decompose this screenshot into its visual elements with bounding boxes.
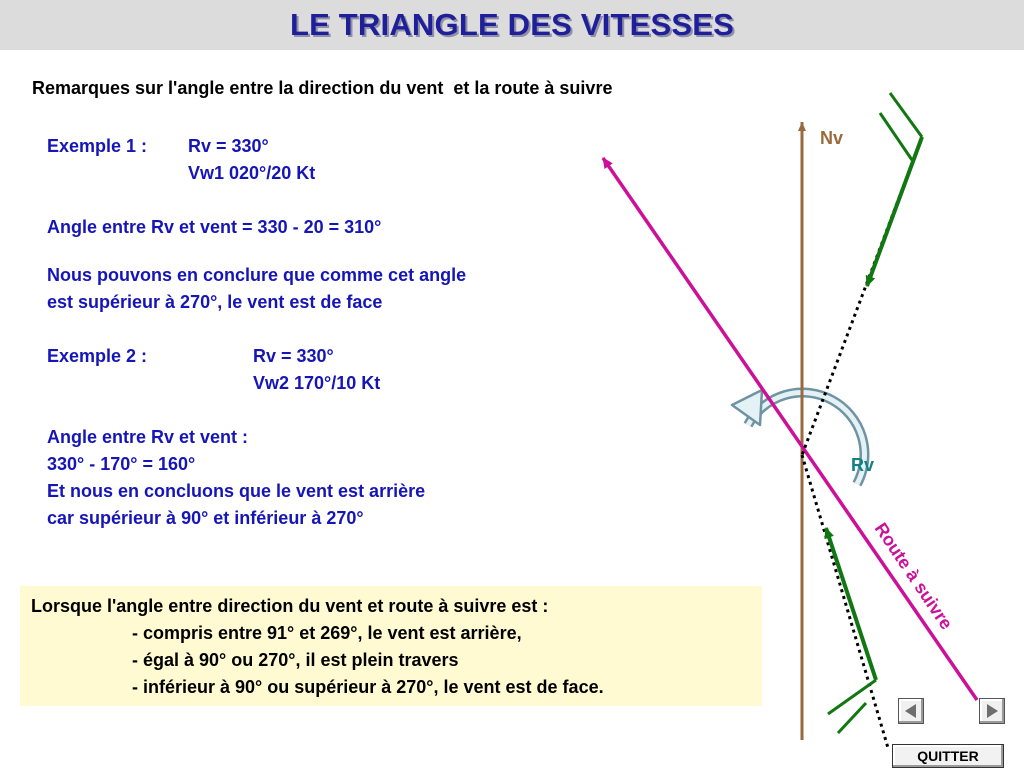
quit-button[interactable] [892,744,1004,768]
subtitle: Remarques sur l'angle entre la direction du vent et la route à suivre [32,78,613,98]
quit-button-label: QUITTER [917,748,979,764]
route-label: Route à suivre [870,519,957,634]
summary-intro: Lorsque l'angle entre direction du vent et route à suivre est : [31,596,549,616]
example1-angle: Angle entre Rv et vent = 330 - 20 = 310° [47,217,382,237]
example2-conclusion-line2: car supérieur à 90° et inférieur à 270° [47,508,364,528]
summary-item-3: - inférieur à 90° ou supérieur à 270°, le vent est de face. [132,677,604,697]
previous-button[interactable] [898,698,924,724]
triangle-left-icon [899,699,923,723]
example2-angle-line1: Angle entre Rv et vent : [47,427,249,447]
example2-wind: Vw2 170°/10 Kt [253,373,381,393]
example2-conclusion-line1: Et nous en concluons que le vent est arrière [47,481,426,501]
example1-wind: Vw1 020°/20 Kt [188,163,316,183]
route-line [603,158,977,700]
summary-item-1: - compris entre 91° et 269°, le vent est arrière, [132,623,522,643]
next-button[interactable] [979,698,1005,724]
example1-conclusion-line1: Nous pouvons en conclure que comme cet angle [47,265,467,285]
wind-dotted-line-2 [802,455,888,748]
north-label: Nv [820,128,844,148]
summary-item-2: - égal à 90° ou 270°, il est plein travers [132,650,459,670]
wind-vector-2 [826,528,876,733]
example2-label: Exemple 2 : [47,346,148,366]
example2-angle-line2: 330° - 170° = 160° [47,454,196,474]
page-title: LE TRIANGLE DES VITESSES [289,7,735,42]
example2-rv: Rv = 330° [253,346,334,366]
example1-rv: Rv = 330° [188,136,269,156]
rv-label: Rv [851,455,875,475]
example1-conclusion-line2: est supérieur à 270°, le vent est de face [47,292,383,312]
triangle-right-icon [980,699,1004,723]
example1-label: Exemple 1 : [47,136,148,156]
